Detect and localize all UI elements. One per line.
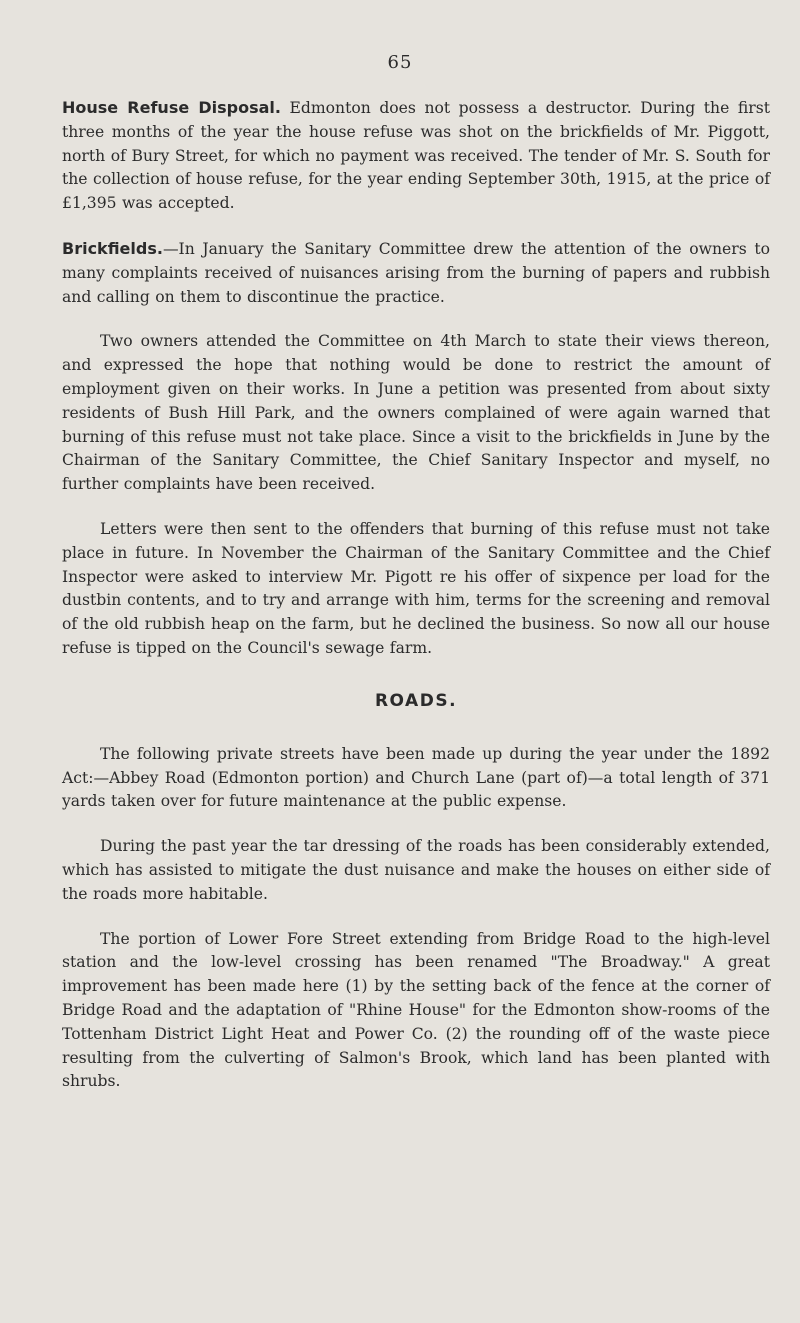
page-content bbox=[62, 96, 770, 1115]
brickfields-paragraph bbox=[62, 237, 770, 309]
roads-heading: ROADS. bbox=[374, 690, 458, 711]
brickfields-text: —In January the Sanitary Committee drew the attention of the owners to many complaints received of nuisances arising from the burning of papers and rubbish and calling on them to discontinue the practice. bbox=[62, 239, 770, 306]
house-refuse-text: Edmonton does not possess a destructor. During the first three months of the year the house refuse was shot on the brickfields of Mr. Piggott, north of Bury Street, for which no payment was received. The tender of Mr. S. South for the collection of house refuse, for the year ending September 30th, 1915, at the price of £1,395 was accepted. bbox=[62, 99, 770, 213]
private-streets-paragraph: The following private streets have been made up during the year under the 1892 Act:—Abbey Road (Edmonton portion) and Church Lane (part of)—a total length of 371 yards taken over for future maintenance at the public expense. bbox=[62, 744, 770, 811]
broadway-paragraph: The portion of Lower Fore Street extending from Bridge Road to the high-level station and the low-level crossing has been renamed "The Broadway." A great improvement has been made here (1) by the setting back of the fence at the corner of Bridge Road and the adaptation of "Rhine House" for the Edmonton show-rooms of the Tottenham District Light Heat and Power Co. (2) the rounding off of the waste piece resulting from the culverting of Salmon's Brook, which land has been planted with shrubs. bbox=[62, 929, 770, 1091]
owners-attended-paragraph: Two owners attended the Committee on 4th March to state their views thereon, and expressed the hope that nothing would be done to restrict the amount of employment given on their works. In June a petition was presented from about sixty residents of Bush Hill Park, and the owners complained of were again warned that burning of this refuse must not take place. Since a visit to the brickfields in June by the Chairman of the Sanitary Committee, the Chief Sanitary Inspector and myself, no further complaints have been received. bbox=[62, 332, 770, 494]
letters-sent-paragraph: Letters were then sent to the offenders that burning of this refuse must not take place in future. In November the Chairman of the Sanitary Committee and the Chief Inspector were asked to interview Mr. Pigott re his offer of sixpence per load for the dustbin contents, and to try and arrange with him, terms for the screening and removal of the old rubbish heap on the farm, but he declined the business. So now all our house refuse is tipped on the Council's sewage farm. bbox=[62, 519, 770, 657]
house-refuse-paragraph bbox=[62, 96, 770, 216]
house-refuse-heading: House Refuse Disposal. bbox=[62, 98, 281, 117]
page-number: 65 bbox=[387, 52, 413, 73]
brickfields-heading: Brickfields. bbox=[62, 238, 163, 258]
tar-dressing-paragraph: During the past year the tar dressing of the roads has been considerably extended, which has assisted to mitigate the dust nuisance and make the houses on either side of the roads more habitable. bbox=[62, 837, 770, 903]
